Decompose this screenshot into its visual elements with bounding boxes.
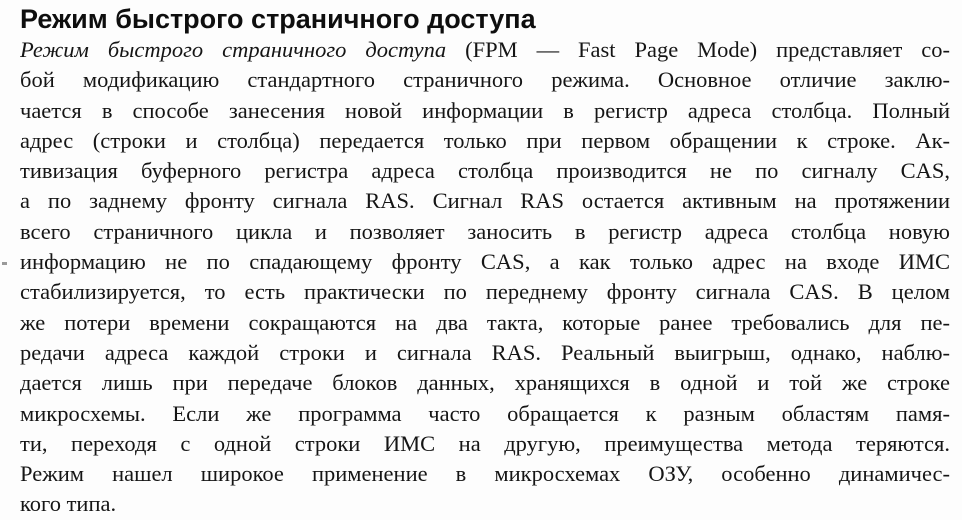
body-paragraph bbox=[20, 35, 950, 520]
paragraph-line: стабилизируется, то есть практически по переднему фронту сигнала CAS. В целом bbox=[20, 279, 950, 305]
paragraph-line: Режим нашел широкое применение в микросхемах ОЗУ, особенно динамичес- bbox=[20, 461, 950, 487]
paragraph-line: адрес (строки и столбца) передается только при первом обращении к строке. Ак- bbox=[20, 127, 950, 153]
paragraph-term: Режим быстрого страничного доступа bbox=[20, 37, 447, 62]
paragraph-last-line: кого типа. bbox=[20, 491, 117, 517]
paragraph-line: бой модификацию стандартного страничного режима. Основное отличие заклю- bbox=[20, 67, 950, 93]
paragraph-line: тивизация буферного регистра адреса столбца производится не по сигналу CAS, bbox=[20, 158, 950, 184]
paragraph-line: чается в способе занесения новой информации в регистр адреса столбца. Полный bbox=[20, 97, 950, 123]
paragraph-line: редачи адреса каждой строки и сигнала RAS. Реальный выигрыш, однако, наблю- bbox=[20, 339, 950, 365]
scan-speck bbox=[2, 262, 7, 265]
paragraph-line: информацию не по спадающему фронту CAS, а как только адрес на входе ИМС bbox=[20, 249, 950, 275]
paragraph-line: а по заднему фронту сигнала RAS. Сигнал RAS остается активным на протяжении bbox=[20, 188, 950, 214]
paragraph-line: микросхемы. Если же программа часто обращается к разным областям памя- bbox=[20, 400, 950, 426]
paragraph-line: ти, переходя с одной строки ИМС на другую, преимущества метода теряются. bbox=[20, 430, 950, 456]
paragraph-line: же потери времени сокращаются на два такта, которые ранее требовались для пе- bbox=[20, 309, 950, 335]
paragraph-line: всего страничного цикла и позволяет заносить в регистр адреса столбца новую bbox=[20, 218, 950, 244]
section-heading: Режим быстрого страничного доступа bbox=[20, 4, 536, 34]
paragraph-line bbox=[20, 35, 950, 65]
paragraph-line: дается лишь при передаче блоков данных, хранящихся в одной и той же строке bbox=[20, 370, 950, 396]
paragraph-line-text: (FPM — Fast Page Mode) представляет со- bbox=[446, 37, 950, 62]
